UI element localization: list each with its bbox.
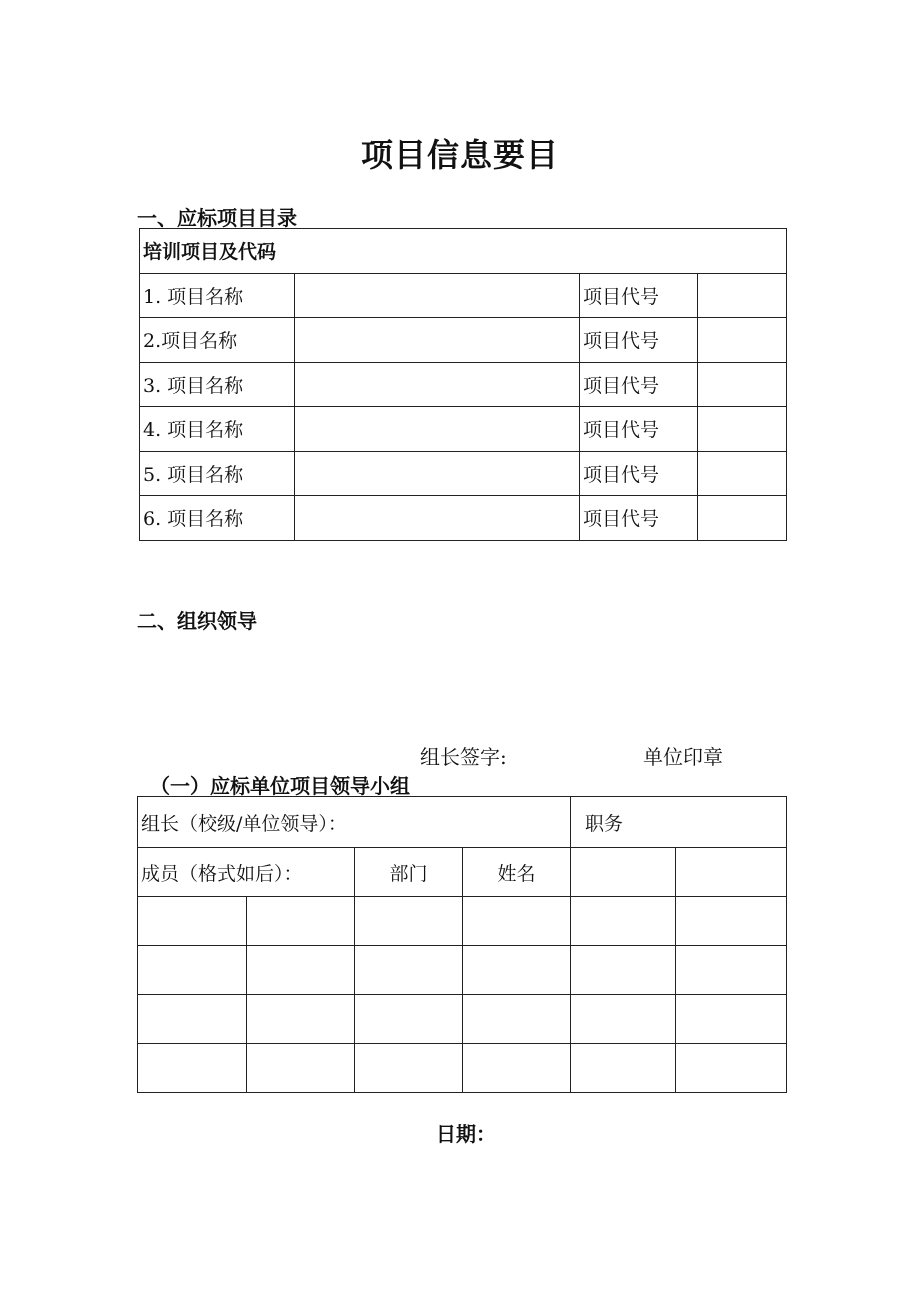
member-cell[interactable] [247, 995, 355, 1044]
member-cell[interactable] [676, 995, 787, 1044]
project-code-cell[interactable] [698, 407, 787, 452]
blank-header-cell [676, 848, 787, 897]
members-header-row [138, 848, 787, 897]
project-name-label: 5. 项目名称 [140, 451, 295, 496]
table-row [138, 946, 787, 995]
project-code-label: 项目代号 [580, 273, 698, 318]
table-row [140, 273, 787, 318]
table-row [140, 496, 787, 541]
date-label: 日期： [436, 1122, 496, 1146]
leader-row [138, 797, 787, 848]
project-name-label: 4. 项目名称 [140, 407, 295, 452]
project-name-cell[interactable] [295, 273, 580, 318]
leader-signature-label: 组长签字: [420, 745, 507, 769]
name-label: 姓名 [463, 848, 571, 897]
member-cell[interactable] [571, 946, 676, 995]
page-title: 项目信息要目 [360, 136, 559, 174]
project-code-cell[interactable] [698, 362, 787, 407]
member-cell[interactable] [463, 1044, 571, 1093]
project-code-label: 项目代号 [580, 362, 698, 407]
project-name-cell[interactable] [295, 362, 580, 407]
member-cell[interactable] [247, 1044, 355, 1093]
table-header-row [140, 229, 787, 274]
leader-label: 组长（校级/单位领导）： [138, 797, 571, 848]
table-row [140, 318, 787, 363]
member-cell[interactable] [247, 946, 355, 995]
project-code-label: 项目代号 [580, 318, 698, 363]
table-row [140, 362, 787, 407]
table-row [138, 897, 787, 946]
bid-projects-table [139, 228, 787, 541]
table-row [140, 451, 787, 496]
member-cell[interactable] [355, 897, 463, 946]
table-row [138, 1044, 787, 1093]
project-name-label: 6. 项目名称 [140, 496, 295, 541]
member-cell[interactable] [676, 946, 787, 995]
project-name-label: 2.项目名称 [140, 318, 295, 363]
member-cell[interactable] [463, 897, 571, 946]
member-cell[interactable] [676, 897, 787, 946]
project-name-label: 1. 项目名称 [140, 273, 295, 318]
member-cell[interactable] [247, 897, 355, 946]
table-row [140, 407, 787, 452]
member-cell[interactable] [138, 897, 247, 946]
member-cell[interactable] [571, 897, 676, 946]
leadership-group-table [137, 796, 787, 1093]
member-cell[interactable] [676, 1044, 787, 1093]
member-cell[interactable] [138, 946, 247, 995]
project-name-cell[interactable] [295, 496, 580, 541]
unit-seal-label: 单位印章 [643, 745, 723, 769]
member-cell[interactable] [355, 995, 463, 1044]
position-label: 职务 [571, 797, 787, 848]
project-code-cell[interactable] [698, 273, 787, 318]
project-name-label: 3. 项目名称 [140, 362, 295, 407]
member-cell[interactable] [355, 1044, 463, 1093]
member-cell[interactable] [463, 946, 571, 995]
project-code-label: 项目代号 [580, 451, 698, 496]
section-heading-organization: 二、组织领导 [137, 609, 257, 633]
project-code-label: 项目代号 [580, 407, 698, 452]
project-name-cell[interactable] [295, 318, 580, 363]
member-cell[interactable] [571, 995, 676, 1044]
section-heading-bid-projects: 一、应标项目目录 [137, 206, 297, 230]
blank-header-cell [571, 848, 676, 897]
project-name-cell[interactable] [295, 407, 580, 452]
table-row [138, 995, 787, 1044]
project-code-cell[interactable] [698, 318, 787, 363]
project-code-label: 项目代号 [580, 496, 698, 541]
table-header-cell: 培训项目及代码 [140, 229, 787, 274]
member-cell[interactable] [138, 995, 247, 1044]
project-code-cell[interactable] [698, 451, 787, 496]
members-label: 成员（格式如后）： [138, 848, 355, 897]
project-code-cell[interactable] [698, 496, 787, 541]
member-cell[interactable] [571, 1044, 676, 1093]
member-cell[interactable] [138, 1044, 247, 1093]
member-cell[interactable] [355, 946, 463, 995]
subheading-leadership-group: （一）应标单位项目领导小组 [150, 774, 410, 798]
project-name-cell[interactable] [295, 451, 580, 496]
department-label: 部门 [355, 848, 463, 897]
member-cell[interactable] [463, 995, 571, 1044]
